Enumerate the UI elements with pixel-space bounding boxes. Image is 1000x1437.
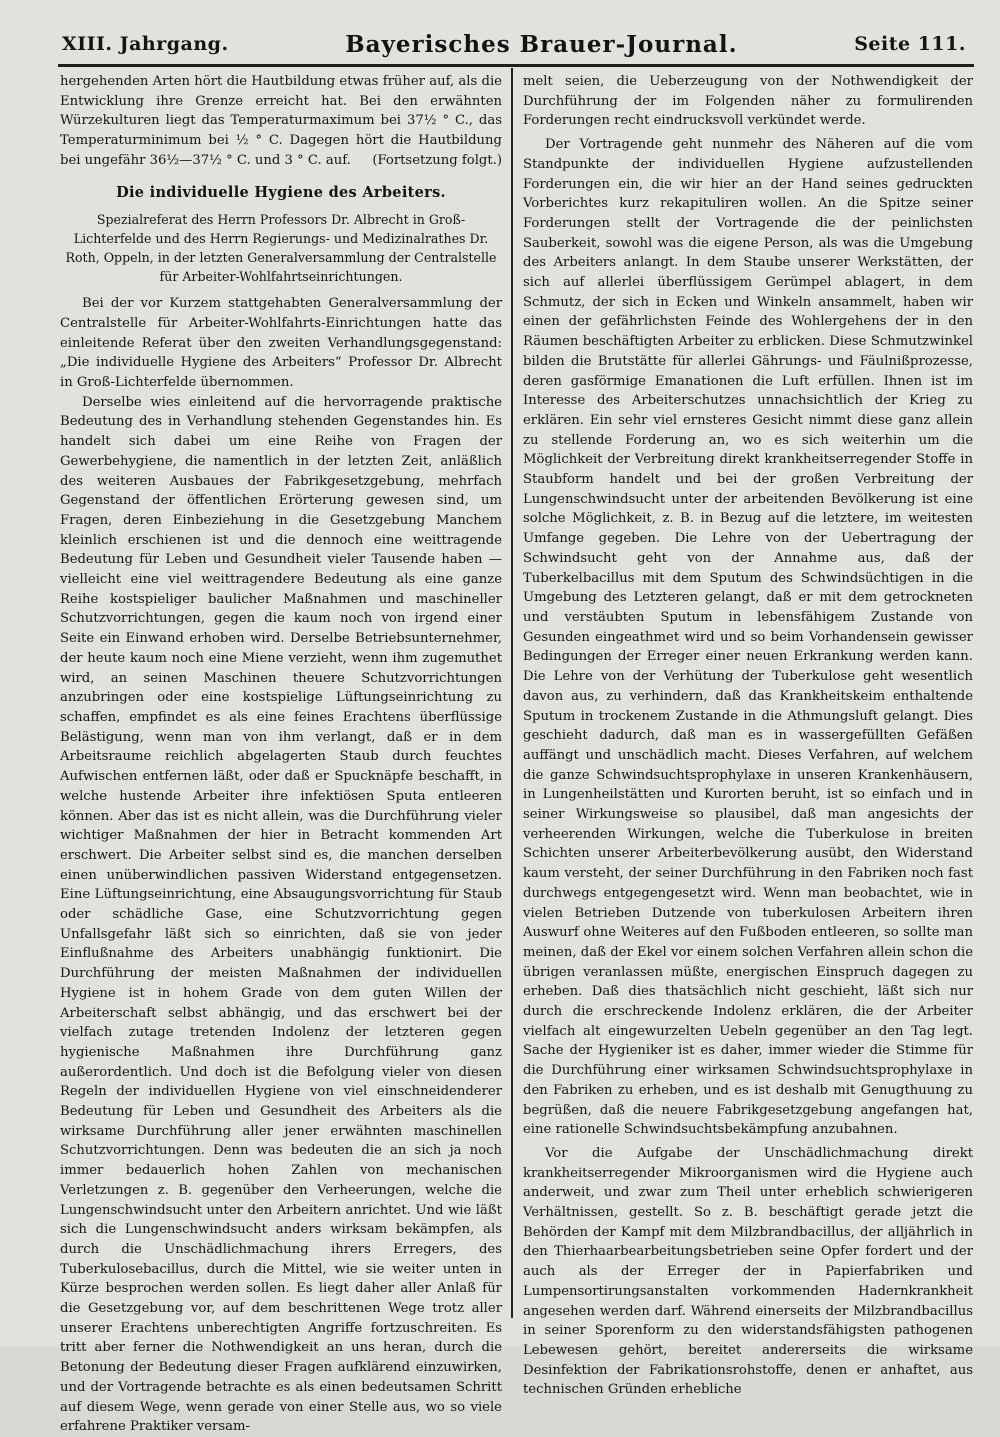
continued-article-body: hergehenden Arten hört die Hautbildung etwas früher auf, als die Entwicklung ihre Grenze erreicht hat. Bei den erwähnten Würzekulturen liegt das Temperaturmaximum bei 37½ ° C., das Temperaturminimum bei ½ ° C. Dagegen hört die Hautbildung bei ungefähr 36½—37½ ° C. und 3 ° C. auf. — [60, 74, 502, 168]
continuation-note: (Fortsetzung folgt.) — [372, 152, 502, 168]
paragraph: Bei der vor Kurzem stattgehabten Generalversammlung der Centralstelle für Arbeiter-Wohlfahrts-Einrichtungen hatte das einleitende Referat über den zweiten Verhandlungsgegenstand: „Die individuelle Hygiene des Arbeiters“ Professor Dr. Albrecht in Groß-Lichterfelde übernommen. — [60, 296, 502, 391]
paragraph: melt seien, die Ueberzeugung von der Nothwendigkeit der Durchführung der im Folgenden näher zu formulirenden Forderungen recht eindrucksvoll verkündet werde. — [523, 74, 973, 129]
header-rule — [58, 64, 974, 67]
column-divider — [511, 68, 513, 1318]
paragraph: Derselbe wies einleitend auf die hervorragende praktische Bedeutung des in Verhandlung stehenden Gegenstandes hin. Es handelt sich dabei um eine Reihe von Fragen der Gewerbehygiene, die namentlich in der letzten Zeit, anläßlich des weiteren Ausbaues der Fabrikgesetzgebung, mehrfach Gegenstand der öffentlichen Erörterung gewesen sind, um Fragen, deren Einbeziehung in die Gesetzgebung Manchem kleinlich erschienen ist und die dennoch eine weittragende Bedeutung für Leben und Gesundheit vieler Tausende haben — vielleicht eine viel weittragendere Bedeutung als eine ganze Reihe kostspieliger baulicher Maßnahmen und maschineller Schutzvorrichtungen, gegen die kaum noch von irgend einer Seite ein Einwand erhoben wird. Derselbe Betriebsunternehmer, der heute kaum noch eine Miene verzieht, wenn ihm zugemuthet wird, an seinen Maschinen theuere Schutzvorrichtungen anzubringen oder eine kostspielige Lüftungseinrichtung zu schaffen, empfindet es als eine feines Erachtens überflüssige Belästigung, wenn man von ihm verlangt, daß er in dem Arbeitsraume reichlich abgelagerten Staub durch feuchtes Aufwischen entfernen läßt, oder daß er Spucknäpfe beschafft, in welche hustende Arbeiter ihre infektiösen Sputa entleeren können. Aber das ist es nicht allein, was die Durchführung vieler wichtiger Maßnahmen der hier in Betracht kommenden Art erschwert. Die Arbeiter selbst sind es, die manchen derselben einen unüberwindlichen passiven Widerstand entgegensetzen. Eine Lüftungseinrichtung, eine Absaugungsvorrichtung für Staub oder schädliche Gase, eine Schutzvorrichtung gegen Unfallsgefahr läßt sich so einrichten, daß sie von jeder Einflußnahme des Arbeiters unabhängig funktionirt. Die Durchführung der meisten Maßnahmen der individuellen Hygiene ist in hohem Grade von dem guten Willen der Arbeiterschaft selbst abhängig, und das erschwert bei der vielfach zutage tretenden Indolenz der letzteren gegen hygienische Maßnahmen ihre Durchführung ganz außerordentlich. Und doch ist die Befolgung vieler von diesen Regeln der individuellen Hygiene von viel einschneidenderer Bedeutung für Leben und Gesundheit des Arbeiters als die wirksame Durchführung aller jener erwähnten maschinellen Schutzvorrichtungen. Denn was bedeuten die an sich ja noch immer bedauerlich hohen Zahlen von mechanischen Verletzungen z. B. gegenüber den Verheerungen, welche die Lungenschwindsucht unter den Arbeitern anrichtet. Und wie läßt sich die Lungenschwindsucht anders wirksam bekämpfen, als durch die Unschädlichmachung ihrers Erregers, des Tuberkulosebacillus, durch die Mittel, wie sie weiter unten in Kürze besprochen werden sollen. Es liegt daher aller Anlaß für die Gesetzgebung vor, auf dem beschrittenen Wege trotz aller unserer Erachtens unberechtigten Angriffe fortzuschreiten. Es tritt aber ferner die Nothwendigkeit an uns heran, durch die Betonung der Bedeutung dieser Fragen aufklärend einzuwirken, und der Vortragende betrachte es als einen bedeutsamen Schritt auf diesem Wege, wenn gerade von einer Stelle aus, wo so viele erfahrene Praktiker versam- — [60, 394, 502, 1435]
paragraph: Der Vortragende geht nunmehr des Näheren auf die vom Standpunkte der individuellen Hygiene aufzustellenden Forderungen ein, die wir hier an der Hand seines gedruckten Vorberichtes kurz rekapituliren wollen. An die Spitze seiner Forderungen stellt der Vortragende die der peinlichsten Sauberkeit, sowohl was die eigene Person, als was die Umgebung des Arbeiters anlangt. In dem Staube unserer Werkstätten, der sich auf allerlei überflüssigem Gerümpel ablagert, in dem Schmutz, der sich in Ecken und Winkeln ansammelt, haben wir einen der gefährlichsten Feinde des Wohlergehens der in den Räumen beschäftigten Arbeiter zu erblicken. Diese Schmutzwinkel bilden die Brutstätte für allerlei Gährungs- und Fäulnißprozesse, deren gasförmige Emanationen die Luft erfüllen. Ihnen ist im Interesse des Arbeiterschutzes unnachsichtlich der Krieg zu erklären. Ein sehr viel ernsteres Gesicht nimmt diese ganz allein zu stellende Forderung an, wo es sich weiterhin um die Möglichkeit der Verbreitung direkt krankheitserregender Stoffe in Staubform handelt und bei der großen Verbreitung der Lungenschwindsucht unter der arbeitenden Bevölkerung ist eine solche Möglichkeit, z. B. in Bezug auf die letztere, im weitesten Umfange gegeben. Die Lehre von der Uebertragung der Schwindsucht geht von der Annahme aus, daß der Tuberkelbacillus mit dem Sputum des Schwindsüchtigen in die Umgebung des Letzteren gelangt, daß er mit dem getrockneten und verstäubten Sputum in lebensfähigem Zustande von Gesunden eingeathmet wird und so beim Vorhandensein gewisser Bedingungen der Erreger einer neuen Erkrankung werden kann. Die Lehre von der Verhütung der Tuberkulose geht wesentlich davon aus, zu verhindern, daß das Krankheitskeim enthaltende Sputum in trockenem Zustande in die Athmungsluft gelangt. Dies geschieht dadurch, daß man es in wassergefüllten Gefäßen auffängt und unschädlich macht. Dieses Verfahren, auf welchem die ganze Schwindsuchtsprophylaxe in unseren Krankenhäusern, in Lungenheilstätten und Kurorten beruht, ist so einfach und in seiner Wirkungsweise so plausibel, daß man angesichts der verheerenden Wirkungen, welche die Tuberkulose in breiten Schichten unserer Arbeiterbevölkerung ausübt, den Widerstand kaum versteht, der seiner Durchführung in den Fabriken noch fast durchwegs entgegengesetzt wird. Wenn man beobachtet, wie in vielen Betrieben Dutzende von tuberkulosen Arbeitern ihren Auswurf ohne Weiteres auf den Fußboden entleeren, so sollte man meinen, daß der Ekel vor einem solchen Verfahren allein schon die übrigen veranlassen müßte, energischen Einspruch dagegen zu erheben. Daß dies thatsächlich nicht geschieht, läßt sich nur durch die erschreckende Indolenz erklären, die der Arbeiter vielfach alt eingewurzelten Uebeln gegenüber an den Tag legt. Sache der Hygieniker ist es daher, immer wieder die Stimme für die Durchführung einer wirksamen Schwindsuchtsprophylaxe in den Fabriken zu erheben, und es ist deshalb mit Genugthuung zu begrüßen, daß die neuere Fabrikgesetzgebung angefangen hat, eine rationelle Schwindsuchtsbekämpfung anzubahnen. — [523, 137, 973, 1138]
continued-article-text — [60, 72, 502, 171]
right-column — [523, 72, 973, 1400]
article-subtitle: Spezialreferat des Herrn Professors Dr. Albrecht in Groß-Lichterfelde und des Herrn Regierungs- und Medizinalrathes Dr. Roth, Oppeln, in der letzten Generalversammlung der Centralstelle für Arbeiter-Wohlfahrtseinrichtungen. — [65, 212, 497, 285]
paragraph: Vor die Aufgabe der Unschädlichmachung direkt krankheitserregender Mikroorganismen wird die Hygiene auch anderweit, und zwar zum Theil unter erheblich schwierigeren Verhältnissen, gestellt. So z. B. beschäftigt gerade jetzt die Behörden der Kampf mit dem Milzbrandbacillus, der alljährlich in den Thierhaarbearbeitungsbetrieben seine Opfer fordert und der auch als der Erreger der in Papierfabriken und Lumpensortirungsanstalten vorkommenden Hadernkrankheit angesehen werden darf. Während einerseits der Milzbrandbacillus in seiner Sporenform zu den widerstandsfähigsten pathogenen Lebewesen gehört, bereitet andererseits die wirksame Desinfektion der Fabrikationsrohstoffe, denen er anhaftet, aus technischen Gründen erhebliche — [523, 1145, 973, 1398]
left-column — [60, 72, 502, 1437]
page-number: Seite 111. — [854, 33, 966, 55]
journal-title: Bayerisches Brauer-Journal. — [345, 30, 738, 58]
page-header — [62, 26, 966, 62]
volume-label: XIII. Jahrgang. — [62, 33, 229, 55]
article-title: Die individuelle Hygiene des Arbeiters. — [116, 183, 446, 201]
